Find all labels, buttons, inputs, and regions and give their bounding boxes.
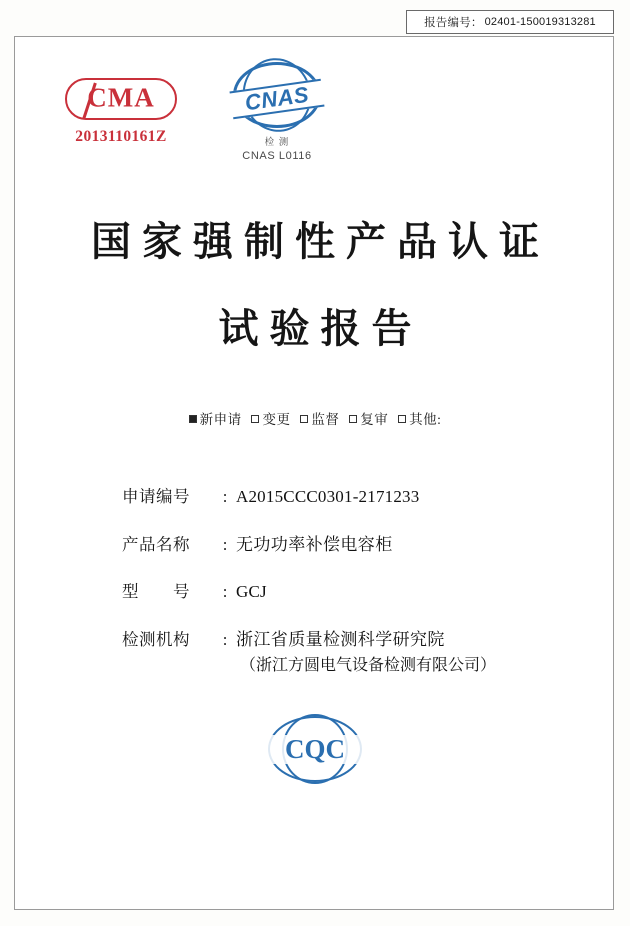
page-title: 国家强制性产品认证 [91,219,550,264]
field-label-model: 型 号 [122,582,190,601]
cnas-code: CNAS L0116 [242,150,312,162]
checkbox-empty-icon[interactable] [398,415,406,423]
field-row-test-organization [122,631,542,649]
application-type-option-1[interactable] [251,412,290,427]
application-type-option-4[interactable] [398,412,441,427]
field-colon: : [222,487,228,506]
page-subtitle: 试验报告 [218,306,423,351]
cma-text: CMA [87,82,155,113]
checkbox-empty-icon[interactable] [349,415,357,423]
field-value-product-name: 无功功率补偿电容柜 [236,534,393,554]
checkbox-empty-icon[interactable] [300,415,308,423]
application-type-label-4: 其他: [409,412,442,427]
report-number-value: 02401-150019313281 [484,16,596,28]
cnas-logo [212,58,342,162]
field-colon: : [222,534,228,554]
field-row-model [122,583,542,601]
report-number-box [406,10,614,34]
field-label-application-no: 申请编号 [122,487,190,506]
application-type-option-0[interactable] [189,412,242,427]
field-colon: : [222,582,228,601]
logo-row [0,40,630,170]
field-value-model: GCJ [236,582,267,601]
field-list [122,488,542,704]
field-row-application-no [122,488,542,506]
application-type-label-2: 监督 [311,412,340,427]
application-type-label-3: 复审 [360,412,389,427]
application-type-row [0,408,630,428]
field-value-test-organization-line2: （浙江方圆电气设备检测有限公司） [240,657,497,674]
application-type-option-2[interactable] [300,412,339,427]
cnas-globe-icon [225,58,329,136]
field-label-product-name: 产品名称 [122,534,190,554]
field-label-test-organization: 检测机构 [122,629,190,649]
report-number-label: 报告编号： [424,17,483,29]
cma-logo [62,78,180,146]
cma-badge-icon [65,78,177,120]
cnas-subtitle: 检 测 [264,137,290,148]
application-type-label-1: 变更 [262,412,291,427]
field-value-test-organization: 浙江省质量检测科学研究院 [236,629,445,649]
application-type-label-0: 新申请 [199,412,242,427]
checkbox-empty-icon[interactable] [251,415,259,423]
cma-code: 2013110161Z [75,128,167,145]
field-colon: : [222,629,228,649]
cqc-mark-icon [268,716,362,782]
cqc-logo [0,716,630,787]
cnas-text: CNAS [243,81,311,116]
cqc-text: CQC [268,735,362,764]
field-value-application-no: A2015CCC0301-2171233 [236,487,420,506]
field-row-product-name [122,536,542,554]
application-type-option-3[interactable] [349,412,388,427]
checkbox-checked-icon[interactable] [189,415,197,423]
